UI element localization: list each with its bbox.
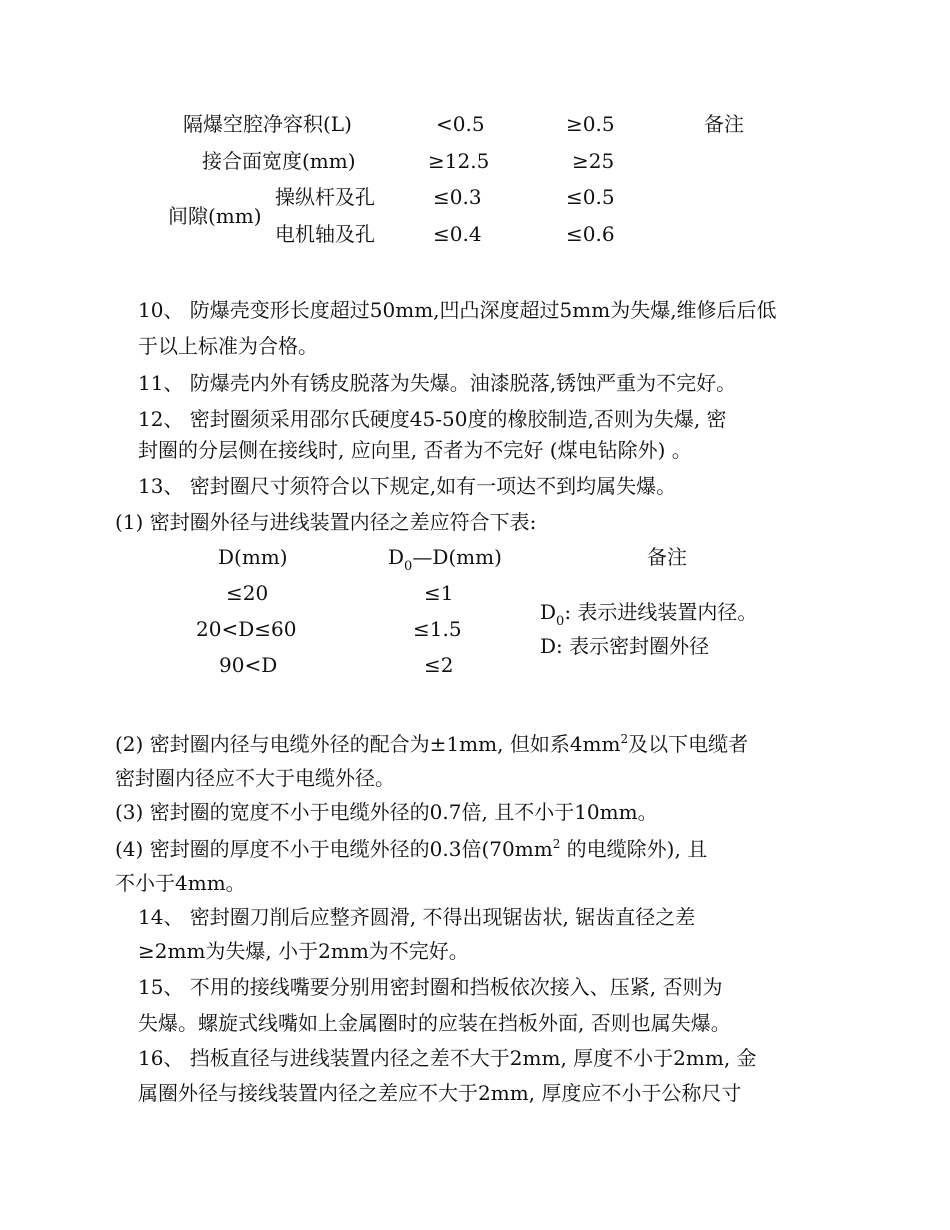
item-15-line2: 失爆。螺旋式线嘴如上金属圈时的应装在挡板外面, 否则也属失爆。 [138,1011,731,1035]
header-note: 备注 [704,112,744,136]
item-12-line2: 封圈的分层侧在接线时, 应向里, 否者为不完好 (煤电钻除外) 。 [138,438,692,462]
sub-item-4-line1: (4) 密封圈的厚度不小于电缆外径的0.3倍($70mm^2$ 的电缆除外), 且 [115,837,708,861]
shaft-label: 电机轴及孔 [275,222,375,246]
rod-ge: ≤0.5 [566,185,615,209]
joint-width-lt: ≥12.5 [428,149,490,173]
sub-item-3: (3) 密封圈的宽度不小于电缆外径的0.7倍, 且不小于10mm。 [115,800,658,824]
header-d0-diff: $D_0—D(mm)$ [388,545,502,574]
row-2-d: 20<D≤60 [196,617,297,641]
joint-width-ge: ≥25 [572,149,615,173]
item-13: 13、 密封圈尺寸须符合以下规定,如有一项达不到均属失爆。 [138,474,677,498]
row-3-diff: ≤2 [424,653,454,677]
sub-item-1: (1) 密封圈外径与进线装置内径之差应符合下表: [115,510,537,534]
header-lt: <0.5 [436,112,485,136]
header-ge: ≥0.5 [566,112,615,136]
item-10-line2: 于以上标准为合格。 [138,334,318,358]
row-3-d: 90<D [219,653,278,677]
item-10-line1: 10、 防爆壳变形长度超过50mm,凹凸深度超过5mm为失爆,维修后后低 [138,298,777,322]
note-d: D: 表示密封圈外径 [540,634,710,658]
row-1-d: ≤20 [226,581,269,605]
shaft-lt: ≤0.4 [433,222,482,246]
item-15-line1: 15、 不用的接线嘴要分别用密封圈和挡板依次接入、压紧, 否则为 [138,975,723,999]
row-1-diff: ≤1 [424,581,454,605]
header-note: 备注 [647,545,687,569]
rod-lt: ≤0.3 [433,185,482,209]
joint-width-label: 接合面宽度(mm) [202,149,356,173]
sub-item-4-line2: 不小于4mm。 [115,871,246,895]
rod-label: 操纵杆及孔 [275,185,375,209]
sub-item-2-line1: (2) 密封圈内径与电缆外径的配合为±1mm, 但如系$4mm^2$及以下电缆者 [115,732,749,756]
item-16-line1: 16、 挡板直径与进线装置内径之差不大于2mm, 厚度不小于2mm, 金 [138,1046,757,1070]
item-11: 11、 防爆壳内外有锈皮脱落为失爆。油漆脱落,锈蚀严重为不完好。 [138,371,737,395]
sub-item-2-line2: 密封圈内径应不大于电缆外径。 [115,766,395,790]
note-d0: $D_0$: 表示进线装置内径。 [540,600,758,629]
item-16-line2: 属圈外径与接线装置内径之差应不大于2mm, 厚度应不小于公称尺寸 [138,1081,742,1105]
header-d: D(mm) [218,545,288,569]
item-14-line2: ≥2mm为失爆, 小于2mm为不完好。 [138,939,469,963]
item-14-line1: 14、 密封圈刀削后应整齐圆滑, 不得出现锯齿状, 锯齿直径之差 [138,905,696,929]
gap-label: 间隙(mm) [168,204,262,228]
header-volume: 隔爆空腔净容积(L) [183,112,352,136]
item-12-line1: 12、 密封圈须采用邵尔氏硬度45-50度的橡胶制造,否则为失爆, 密 [138,407,727,431]
shaft-ge: ≤0.6 [566,222,615,246]
row-2-diff: ≤1.5 [413,617,462,641]
